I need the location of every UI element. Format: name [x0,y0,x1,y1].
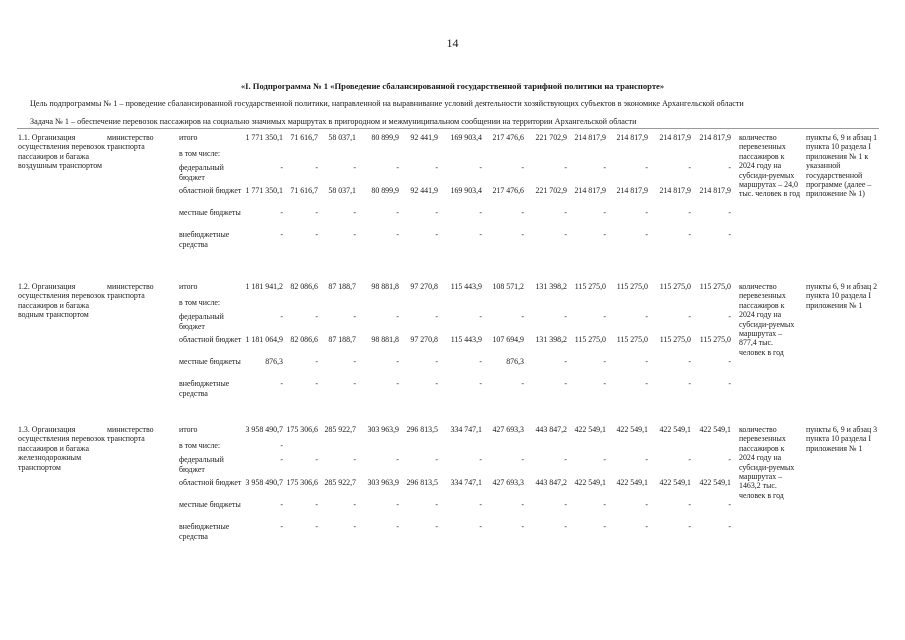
measure-result: количество перевезенных пассажиров к 2024 году на субсиди-руемых маршрутах – 877,4 тыс. человек в год [739,282,795,357]
funding-value-cell: - [728,163,731,172]
measure-executor: министерство транспорта [107,425,154,444]
funding-value-cell: - [479,522,482,531]
funding-value-cell: 82 086,6 [290,282,318,291]
funding-value-cell: 97 270,8 [410,335,438,344]
funding-value-cell: - [280,455,283,464]
funding-value-cell: - [728,522,731,531]
funding-source-label: местные бюджеты [179,357,241,366]
funding-value-cell: - [353,312,356,321]
funding-value-cell: - [353,357,356,366]
funding-value-cell: - [603,455,606,464]
funding-value-cell: - [280,379,283,388]
funding-source-label: областной бюджет [179,335,242,344]
funding-value-cell: - [479,163,482,172]
funding-value-cell: - [396,163,399,172]
funding-value-cell: 334 747,1 [450,478,482,487]
funding-value-cell: 876,3 [506,357,524,366]
funding-value-cell: - [688,522,691,531]
funding-value-cell: 1 771 350,1 [245,186,283,195]
measure-references: пункты 6, 9 и абзац 1 пункта 10 раздела I приложения № 1 к указанной государственной программе (далее – приложение № 1) [806,133,878,199]
funding-value-cell: - [564,357,567,366]
funding-value-cell: 1 181 941,2 [245,282,283,291]
funding-value-cell: 98 881,8 [371,282,399,291]
funding-value-cell: 98 881,8 [371,335,399,344]
funding-value-cell: - [521,208,524,217]
funding-value-cell: - [728,208,731,217]
funding-value-cell: 115 275,0 [616,335,648,344]
funding-value-cell: - [353,379,356,388]
funding-value-cell: - [564,208,567,217]
funding-value-cell: 58 037,1 [328,186,356,195]
funding-source-label: местные бюджеты [179,208,241,217]
funding-value-cell: 214 817,9 [574,186,606,195]
funding-value-cell: - [603,500,606,509]
funding-value-cell: - [353,208,356,217]
funding-value-cell: - [688,208,691,217]
funding-value-cell: - [280,163,283,172]
funding-value-cell: - [479,208,482,217]
funding-value-cell: 80 899,9 [371,133,399,142]
funding-value-cell: - [603,357,606,366]
funding-value-cell: - [645,357,648,366]
funding-value-cell: - [645,230,648,239]
measure-result: количество перевезенных пассажиров к 2024 году на субсиди-руемых маршрутах – 24,0 тыс. человек в год [739,133,801,199]
funding-value-cell: 422 549,1 [659,478,691,487]
funding-value-cell: - [479,379,482,388]
funding-value-cell: 296 813,5 [406,478,438,487]
funding-value-cell: 214 817,9 [616,133,648,142]
funding-value-cell: 175 306,6 [286,478,318,487]
funding-value-cell: 115 443,9 [450,282,482,291]
funding-value-cell: - [603,379,606,388]
funding-value-cell: 443 847,2 [535,478,567,487]
measure-executor: министерство транспорта [107,282,154,301]
funding-value-cell: - [396,312,399,321]
funding-value-cell: 92 441,9 [410,133,438,142]
funding-value-cell: - [280,441,283,450]
funding-value-cell: - [315,379,318,388]
funding-value-cell: - [315,230,318,239]
funding-value-cell: 169 903,4 [450,186,482,195]
funding-value-cell: 115 275,0 [659,282,691,291]
measure-name: 1.2. Организация осуществления перевозок пассажиров и багажа водным транспортом [18,282,105,320]
funding-value-cell: - [645,208,648,217]
funding-value-cell: 422 549,1 [616,478,648,487]
funding-value-cell: 214 817,9 [574,133,606,142]
funding-value-cell: 303 963,9 [367,425,399,434]
funding-value-cell: 82 086,6 [290,335,318,344]
funding-value-cell: - [564,522,567,531]
funding-value-cell: - [479,312,482,321]
measure-references: пункты 6, 9 и абзац 2 пункта 10 раздела I приложения № 1 [806,282,878,310]
funding-value-cell: - [521,230,524,239]
funding-value-cell: - [728,379,731,388]
funding-value-cell: - [645,455,648,464]
funding-value-cell: - [396,230,399,239]
funding-value-cell: - [396,500,399,509]
funding-value-cell: 115 275,0 [699,335,731,344]
funding-source-label: внебюджетные средства [179,230,230,249]
funding-value-cell: - [396,522,399,531]
funding-value-cell: 58 037,1 [328,133,356,142]
funding-value-cell: 1 771 350,1 [245,133,283,142]
funding-value-cell: - [564,163,567,172]
funding-value-cell: - [280,208,283,217]
funding-value-cell: - [435,379,438,388]
funding-value-cell: - [435,312,438,321]
funding-value-cell: - [479,357,482,366]
funding-value-cell: 214 817,9 [659,133,691,142]
funding-value-cell: - [521,455,524,464]
funding-value-cell: - [521,163,524,172]
funding-value-cell: - [688,163,691,172]
funding-value-cell: - [435,522,438,531]
funding-value-cell: - [435,455,438,464]
funding-value-cell: - [435,230,438,239]
funding-value-cell: - [521,500,524,509]
funding-value-cell: 3 958 490,7 [245,478,283,487]
subprogram-goal: Цель подпрограммы № 1 – проведение сбалансированной государственной политики, направленной на выравнивание условий деятельности хозяйствующих субъектов в экономике Архангельской области [30,99,744,108]
funding-value-cell: - [479,230,482,239]
funding-value-cell: 80 899,9 [371,186,399,195]
funding-source-label: внебюджетные средства [179,379,230,398]
funding-value-cell: 422 549,1 [616,425,648,434]
funding-value-cell: - [396,357,399,366]
funding-value-cell: 175 306,6 [286,425,318,434]
funding-value-cell: 422 549,1 [699,478,731,487]
funding-value-cell: - [396,379,399,388]
funding-value-cell: 217 476,6 [492,133,524,142]
funding-value-cell: - [688,379,691,388]
funding-value-cell: - [315,455,318,464]
funding-value-cell: - [645,522,648,531]
measure-name: 1.1. Организация осуществления перевозок пассажиров и багажа воздушным транспортом [18,133,105,171]
funding-value-cell: - [521,312,524,321]
funding-value-cell: - [564,230,567,239]
funding-value-cell: 422 549,1 [574,478,606,487]
funding-value-cell: - [280,230,283,239]
funding-value-cell: - [603,522,606,531]
funding-source-label: федеральный бюджет [179,455,224,474]
funding-value-cell: - [645,500,648,509]
funding-value-cell: - [396,455,399,464]
funding-value-cell: 115 275,0 [574,335,606,344]
funding-value-cell: 1 181 064,9 [245,335,283,344]
funding-value-cell: 285 922,7 [324,425,356,434]
funding-value-cell: - [688,500,691,509]
subprogram-task: Задача № 1 – обеспечение перевозок пассажиров на социально значимых маршрутах в пригородном и межмуниципальном сообщении на территории Архангельской области [30,117,637,126]
funding-value-cell: - [435,357,438,366]
funding-value-cell: 296 813,5 [406,425,438,434]
funding-value-cell: - [728,455,731,464]
funding-value-cell: 221 702,9 [535,133,567,142]
measure-executor: министерство транспорта [107,133,154,152]
funding-value-cell: 214 817,9 [616,186,648,195]
funding-value-cell: - [521,522,524,531]
funding-value-cell: 303 963,9 [367,478,399,487]
funding-value-cell: - [728,357,731,366]
funding-value-cell: - [315,208,318,217]
funding-source-label: в том числе: [179,298,221,307]
funding-value-cell: 214 817,9 [699,133,731,142]
funding-source-label: в том числе: [179,441,221,450]
funding-source-label: внебюджетные средства [179,522,230,541]
funding-source-label: местные бюджеты [179,500,241,509]
funding-value-cell: 285 922,7 [324,478,356,487]
funding-value-cell: - [315,500,318,509]
funding-value-cell: 427 693,3 [492,425,524,434]
funding-value-cell: 334 747,1 [450,425,482,434]
funding-value-cell: - [479,455,482,464]
funding-value-cell: 97 270,8 [410,282,438,291]
funding-value-cell: - [353,522,356,531]
funding-value-cell: 422 549,1 [574,425,606,434]
funding-value-cell: - [564,455,567,464]
funding-value-cell: - [645,312,648,321]
funding-source-label: итого [179,282,198,291]
funding-value-cell: - [315,357,318,366]
funding-value-cell: - [688,230,691,239]
funding-value-cell: 422 549,1 [699,425,731,434]
funding-value-cell: - [645,163,648,172]
funding-value-cell: - [280,312,283,321]
measure-name: 1.3. Организация осуществления перевозок пассажиров и багажа железнодорожным транспортом [18,425,105,472]
funding-value-cell: - [564,379,567,388]
funding-value-cell: 131 398,2 [535,335,567,344]
funding-source-label: итого [179,133,198,142]
funding-value-cell: - [564,500,567,509]
funding-source-label: областной бюджет [179,478,242,487]
funding-value-cell: - [728,230,731,239]
funding-value-cell: - [645,379,648,388]
funding-value-cell: 427 693,3 [492,478,524,487]
funding-value-cell: 115 275,0 [574,282,606,291]
funding-value-cell: 108 571,2 [492,282,524,291]
funding-value-cell: 87 188,7 [328,282,356,291]
funding-source-label: федеральный бюджет [179,163,224,182]
funding-value-cell: 214 817,9 [699,186,731,195]
funding-value-cell: - [315,522,318,531]
measure-result: количество перевезенных пассажиров к 2024 году на субсиди-руемых маршрутах – 1463,2 тыс. человек в год [739,425,795,500]
funding-value-cell: - [353,455,356,464]
funding-source-label: областной бюджет [179,186,242,195]
funding-value-cell: 107 694,9 [492,335,524,344]
funding-value-cell: - [315,163,318,172]
funding-value-cell: 92 441,9 [410,186,438,195]
funding-value-cell: - [396,208,399,217]
funding-value-cell: 876,3 [265,357,283,366]
funding-value-cell: 115 275,0 [699,282,731,291]
funding-value-cell: - [688,357,691,366]
funding-value-cell: 3 958 490,7 [245,425,283,434]
funding-value-cell: - [435,500,438,509]
subprogram-title: «I. Подпрограмма № 1 «Проведение сбалансированной государственной тарифной политики на транспорте» [240,81,665,91]
funding-value-cell: 169 903,4 [450,133,482,142]
funding-source-label: в том числе: [179,149,221,158]
funding-value-cell: 221 702,9 [535,186,567,195]
funding-source-label: итого [179,425,198,434]
funding-value-cell: 115 443,9 [450,335,482,344]
funding-value-cell: 115 275,0 [659,335,691,344]
funding-value-cell: - [353,163,356,172]
funding-value-cell: - [435,208,438,217]
funding-value-cell: - [435,163,438,172]
funding-value-cell: 131 398,2 [535,282,567,291]
funding-value-cell: - [353,500,356,509]
funding-value-cell: 443 847,2 [535,425,567,434]
funding-value-cell: 217 476,6 [492,186,524,195]
table-top-rule [17,128,879,129]
funding-source-label: федеральный бюджет [179,312,224,331]
funding-value-cell: 214 817,9 [659,186,691,195]
funding-value-cell: - [564,312,567,321]
funding-value-cell: 71 616,7 [290,186,318,195]
funding-value-cell: - [315,312,318,321]
funding-value-cell: - [603,312,606,321]
funding-value-cell: - [728,500,731,509]
funding-value-cell: - [280,500,283,509]
funding-value-cell: 87 188,7 [328,335,356,344]
funding-value-cell: - [603,163,606,172]
funding-value-cell: - [688,312,691,321]
funding-value-cell: - [603,230,606,239]
funding-value-cell: - [353,230,356,239]
funding-value-cell: - [688,455,691,464]
funding-value-cell: - [728,312,731,321]
funding-value-cell: 115 275,0 [616,282,648,291]
funding-value-cell: - [479,500,482,509]
funding-value-cell: - [280,522,283,531]
funding-value-cell: 422 549,1 [659,425,691,434]
page-number: 14 [446,36,459,50]
funding-value-cell: - [603,208,606,217]
measure-references: пункты 6, 9 и абзац 3 пункта 10 раздела I приложения № 1 [806,425,878,453]
funding-value-cell: 71 616,7 [290,133,318,142]
funding-value-cell: - [521,379,524,388]
